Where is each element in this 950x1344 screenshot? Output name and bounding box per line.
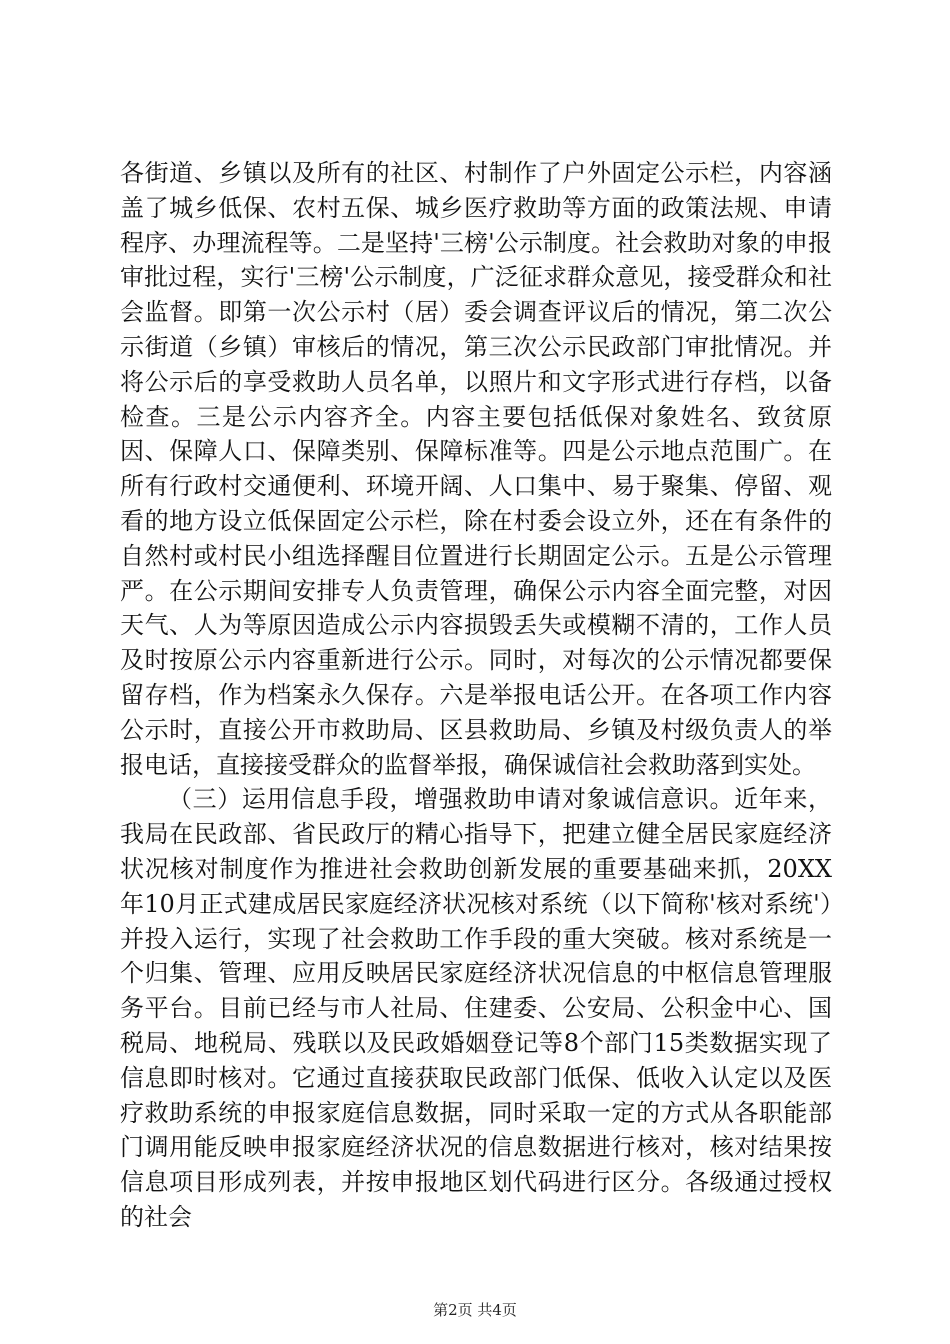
- page-footer: 第2页 共4页: [433, 1301, 517, 1319]
- paragraph-public-notice: 各街道、乡镇以及所有的社区、村制作了户外固定公示栏，内容涵盖了城乡低保、农村五保、城乡医疗救助等方面的政策法规、申请程序、办理流程等。二是坚持'三榜'公示制度。社会救助对象的申报审批过程，实行'三榜'公示制度，广泛征求群众意见，接受群众和社会监督。即第一次公示村（居）委会调查评议后的情况，第二次公示街道（乡镇）审核后的情况，第三次公示民政部门审批情况。并将公示后的享受救助人员名单，以照片和文字形式进行存档，以备检查。三是公示内容齐全。内容主要包括低保对象姓名、致贫原因、保障人口、保障类别、保障标准等。四是公示地点范围广。在所有行政村交通便利、环境开阔、人口集中、易于聚集、停留、观看的地方设立低保固定公示栏，除在村委会设立外，还在有条件的自然村或村民小组选择醒目位置进行长期固定公示。五是公示管理严。在公示期间安排专人负责管理，确保公示内容全面完整，对因天气、人为等原因造成公示内容损毁丢失或模糊不清的，工作人员及时按原公示内容重新进行公示。同时，对每次的公示情况都要保留存档，作为档案永久保存。六是举报电话公开。在各项工作内容公示时，直接公开市救助局、区县救助局、乡镇及村级负责人的举报电话，直接接受群众的监督举报，确保诚信社会救助落到实处。: [120, 159, 832, 779]
- document-body: [120, 156, 832, 1235]
- paragraph-information-means: （三）运用信息手段，增强救助申请对象诚信意识。近年来，我局在民政部、省民政厅的精心指导下，把建立健全居民家庭经济状况核对制度作为推进社会救助创新发展的重要基础来抓，20XX年10月正式建成居民家庭经济状况核对系统（以下简称'核对系统'）并投入运行，实现了社会救助工作手段的重大突破。核对系统是一个归集、管理、应用反映居民家庭经济状况信息的中枢信息管理服务平台。目前已经与市人社局、住建委、公安局、公积金中心、国税局、地税局、残联以及民政婚姻登记等8个部门15类数据实现了信息即时核对。它通过直接获取民政部门低保、低收入认定以及医疗救助系统的申报家庭信息数据，同时采取一定的方式从各职能部门调用能反映申报家庭经济状况的信息数据进行核对，核对结果按信息项目形成列表，并按申报地区划代码进行区分。各级通过授权的社会: [120, 785, 832, 1231]
